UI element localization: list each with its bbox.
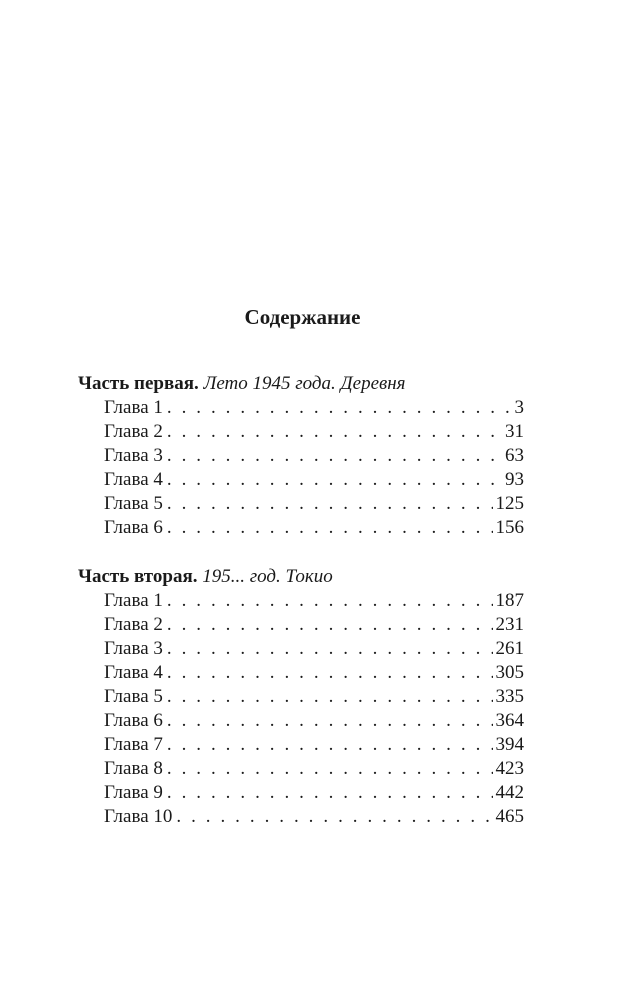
toc-entry[interactable] (78, 781, 524, 805)
chapter-label: Глава 3 (104, 638, 163, 659)
toc-entry[interactable] (78, 709, 524, 733)
page-number: 231 (495, 614, 524, 635)
dot-leader (167, 637, 493, 661)
page-number: 187 (495, 590, 524, 611)
dot-leader (176, 805, 492, 829)
page-number: 31 (505, 421, 524, 442)
toc-entry[interactable] (78, 468, 524, 492)
toc-entry[interactable] (78, 685, 524, 709)
dot-leader (167, 709, 493, 733)
chapter-label: Глава 8 (104, 758, 163, 779)
dot-leader (167, 733, 493, 757)
chapter-label: Глава 6 (104, 710, 163, 731)
toc-entry[interactable] (78, 637, 524, 661)
dot-leader (167, 516, 493, 540)
toc-entry[interactable] (78, 733, 524, 757)
toc-entry[interactable] (78, 420, 524, 444)
chapter-label: Глава 2 (104, 421, 163, 442)
dot-leader (167, 396, 512, 420)
part-subtitle: 195... год. Токио (202, 566, 333, 587)
chapter-label: Глава 10 (104, 806, 173, 827)
page-number: 3 (514, 397, 524, 418)
chapter-list (78, 589, 524, 829)
toc-entry[interactable] (78, 757, 524, 781)
page-number: 423 (495, 758, 524, 779)
page-number: 364 (495, 710, 524, 731)
toc-entry[interactable] (78, 444, 524, 468)
part-heading (78, 565, 524, 589)
page-number: 93 (505, 469, 524, 490)
toc-entry[interactable] (78, 805, 524, 829)
toc-entry[interactable] (78, 516, 524, 540)
toc-entry[interactable] (78, 492, 524, 516)
dot-leader (167, 492, 493, 516)
chapter-label: Глава 5 (104, 493, 163, 514)
dot-leader (167, 661, 493, 685)
dot-leader (167, 781, 493, 805)
dot-leader (167, 420, 502, 444)
chapter-label: Глава 4 (104, 469, 163, 490)
part-subtitle: Лето 1945 года. Деревня (203, 373, 406, 394)
page-number: 63 (505, 445, 524, 466)
page-number: 394 (495, 734, 524, 755)
dot-leader (167, 685, 493, 709)
page-number: 442 (495, 782, 524, 803)
toc-part-second (78, 565, 524, 829)
dot-leader (167, 613, 493, 637)
chapter-label: Глава 7 (104, 734, 163, 755)
chapter-label: Глава 1 (104, 397, 163, 418)
toc-entry[interactable] (78, 613, 524, 637)
dot-leader (167, 589, 493, 613)
chapter-label: Глава 5 (104, 686, 163, 707)
chapter-label: Глава 9 (104, 782, 163, 803)
page-number: 156 (495, 517, 524, 538)
chapter-list (78, 396, 524, 540)
page-number: 305 (495, 662, 524, 683)
part-heading (78, 372, 524, 396)
toc-entry[interactable] (78, 396, 524, 420)
toc-part-first (78, 372, 524, 540)
page-number: 335 (495, 686, 524, 707)
dot-leader (167, 444, 502, 468)
chapter-label: Глава 6 (104, 517, 163, 538)
part-label: Часть первая. (78, 373, 199, 394)
page-title: Содержание (244, 305, 361, 329)
chapter-label: Глава 1 (104, 590, 163, 611)
page-number: 261 (495, 638, 524, 659)
page-number: 125 (495, 493, 524, 514)
chapter-label: Глава 2 (104, 614, 163, 635)
chapter-label: Глава 3 (104, 445, 163, 466)
part-label: Часть вторая. (78, 566, 198, 587)
toc-entry[interactable] (78, 589, 524, 613)
page-number: 465 (495, 806, 524, 827)
dot-leader (167, 468, 502, 492)
toc-entry[interactable] (78, 661, 524, 685)
dot-leader (167, 757, 493, 781)
chapter-label: Глава 4 (104, 662, 163, 683)
